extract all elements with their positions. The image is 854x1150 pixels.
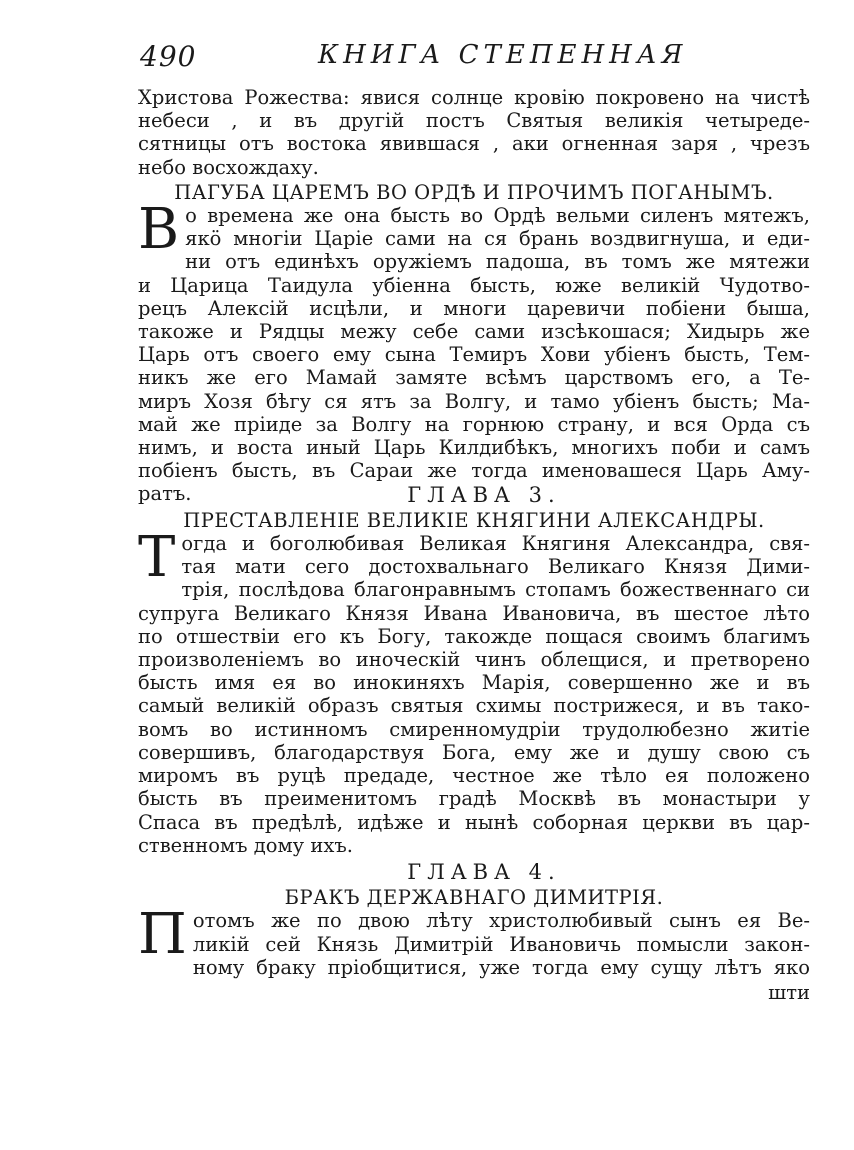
- text-line: огда и боголюбивая Великая Княгиня Александра, свя-: [181, 532, 810, 556]
- text-line: самый великій образъ святыя схимы пострижеся, и въ тако-: [138, 694, 810, 718]
- text-line: май же пріиде за Волгу на горнюю страну, и вся Орда съ: [138, 412, 810, 436]
- chapter-heading: ПРЕСТАВЛЕНІЕ ВЕЛИКІЕ КНЯГИНИ АЛЕКСАНДРЫ.: [183, 508, 765, 532]
- text-line: никъ же его Мамай замяте всѣмъ царствомъ его, а Те-: [138, 366, 810, 390]
- text-line: миромъ въ руцѣ предаде, честное же тѣло ея положено: [138, 764, 810, 788]
- drop-cap: П: [138, 902, 187, 968]
- section-heading: ПАГУБА ЦАРЕМЪ ВО ОРДѢ И ПРОЧИМЪ ПОГАНЫМЪ.: [174, 180, 774, 204]
- page-number: 490: [140, 40, 197, 73]
- text-line: ни отъ единѣхъ оружіемъ падоша, въ томъ же мятежи: [185, 250, 810, 274]
- drop-cap: Т: [138, 525, 176, 591]
- chapter3-paragraph: [138, 525, 810, 857]
- text-line: Христова Рожества: явися солнце кровію покровено на чистѣ: [138, 86, 810, 109]
- text-line: такоже и Рядцы межу себе сами изсѣкошася; Хидырь же: [138, 320, 810, 344]
- text-line: совершивъ, благодарствуя Бога, ему же и душу свою съ: [138, 740, 810, 764]
- chapter4-paragraph: [138, 902, 810, 979]
- text-line: рецъ Алексій исцѣли, и многи царевичи побіени быша,: [138, 296, 810, 320]
- text-line: тая мати сего достохвальнаго Великаго Князя Дими-: [181, 555, 810, 579]
- text-line: вомъ во истинномъ смиренномудріи трудолюбезно житіе: [138, 717, 810, 741]
- text-line: ственномъ дому ихъ.: [138, 833, 353, 857]
- text-line: ратъ.: [138, 482, 192, 506]
- text-line: побіенъ бысть, въ Сараи же тогда именовашеся Царь Аму-: [138, 459, 810, 483]
- text-line: бысть имя ея во инокиняхъ Марія, совершенно же и въ: [138, 671, 810, 695]
- text-line: небеси , и въ другій постъ Святыя великія четыреде-: [138, 109, 810, 133]
- text-line: о времена же она бысть во Ордѣ вельми силенъ мятежъ,: [185, 204, 810, 228]
- intro-paragraph: [138, 86, 810, 179]
- chapter-heading: БРАКЪ ДЕРЖАВНАГО ДИМИТРІЯ.: [284, 886, 664, 910]
- drop-cap: В: [138, 197, 180, 263]
- page-body: [138, 86, 810, 1004]
- text-line: ному браку пріобщитися, уже тогда ему сущу лѣтъ яко: [192, 955, 810, 979]
- text-line: отомъ же по двою лѣту христолюбивый сынъ ея Ве-: [192, 909, 810, 933]
- text-line: миръ Хозя бѣгу ся ятъ за Волгу, и тамо убіенъ бысть; Ма-: [138, 389, 810, 413]
- text-line: трія, послѣдова благонравнымъ стопамъ божественнаго си: [181, 578, 810, 602]
- text-line: и Царица Таидула убіенна бысть, юже великій Чудотво-: [138, 273, 810, 297]
- catchword: шти: [768, 980, 810, 1004]
- chapter-label: ГЛАВА 3.: [407, 482, 561, 507]
- text-line: нимъ, и воста иный Царь Килдибѣкъ, многихъ поби и самъ: [138, 436, 810, 460]
- text-line: ликій сей Князь Димитрій Ивановичь помысли закон-: [192, 932, 810, 956]
- chapter-label: ГЛАВА 4.: [407, 859, 561, 884]
- text-line: сятницы отъ востока явившася , аки огненная заря , чрезъ: [138, 132, 810, 156]
- section1-paragraph: [138, 197, 810, 506]
- book-title: КНИГА СТЕПЕННАЯ: [318, 40, 688, 70]
- text-line: небо восхождаху.: [138, 155, 319, 179]
- text-line: по отшествіи его къ Богу, такожде пощася своимъ благимъ: [138, 624, 810, 648]
- text-line: супруга Великаго Князя Ивана Ивановича, въ шестое лѣто: [138, 601, 810, 625]
- running-head: [140, 36, 800, 76]
- text-line: произволеніемъ во иноческій чинъ облещися, и претворено: [138, 648, 810, 672]
- text-line: Спаса въ предѣлѣ, идѣже и нынѣ соборная церкви въ цар-: [138, 810, 810, 834]
- text-line: якö многіи Царіе сами на ся брань воздвигнуша, и еди-: [185, 227, 810, 251]
- text-line: бысть въ преименитомъ градѣ Москвѣ въ монастыри у: [138, 787, 810, 811]
- text-line: Царь отъ своего ему сына Темиръ Хови убіенъ бысть, Тем-: [138, 343, 810, 367]
